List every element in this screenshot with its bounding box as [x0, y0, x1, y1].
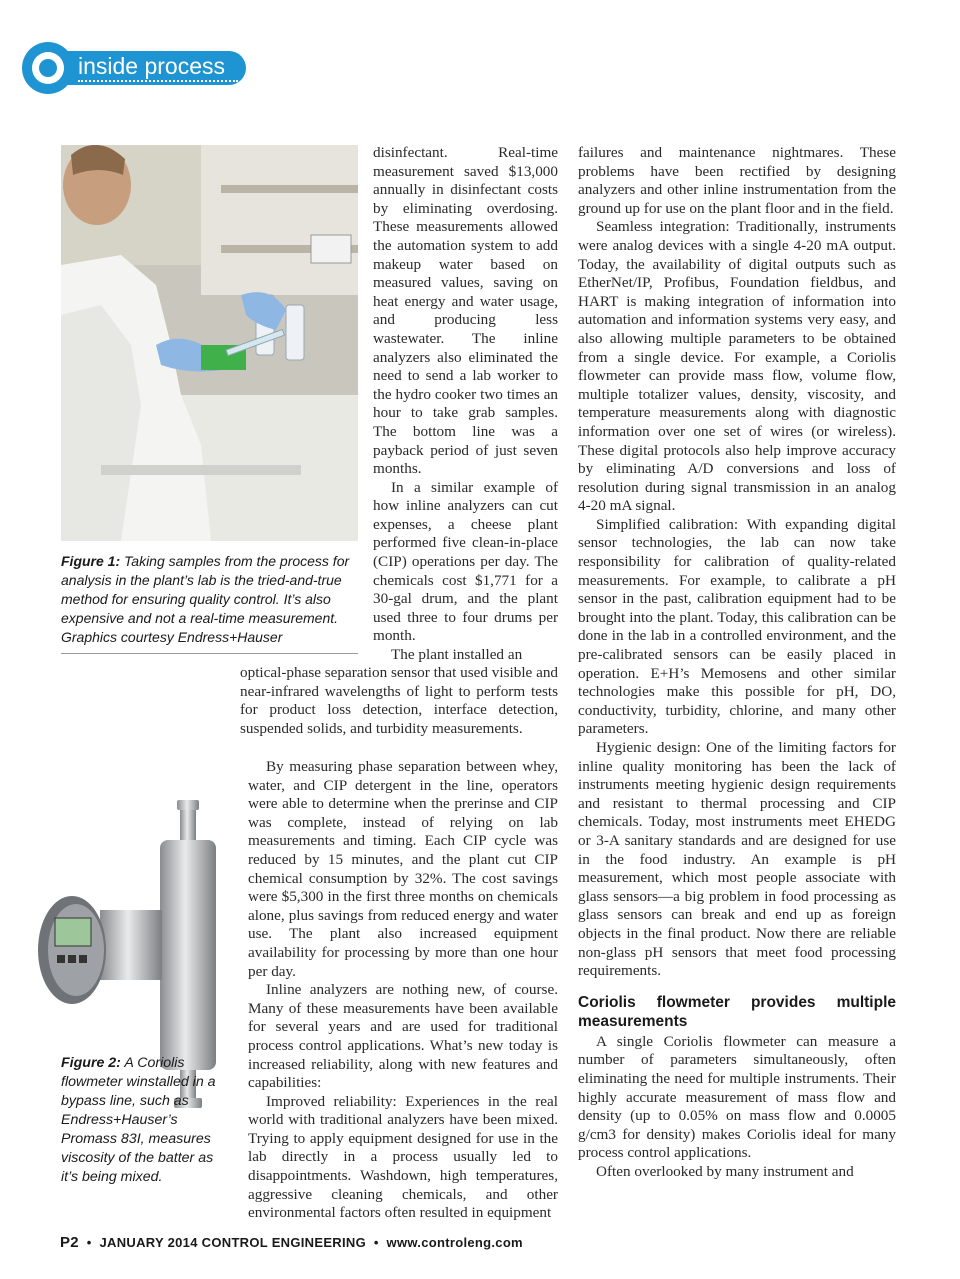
footer-bullet-icon: • [82, 1235, 96, 1250]
paragraph: Inline analyzers are nothing new, of course. Many of these measurements have been available for several years and are used for traditional process control applications. What’s new today is increased reliability, along with new features and capabilities: [248, 981, 558, 1092]
page-footer [60, 1234, 523, 1251]
section-title: inside process [78, 53, 226, 79]
paragraph: Hygienic design: One of the limiting factors for inline quality monitoring has been the lack of instruments meeting hygienic design requirements and resistant to thermal processing and CIP chemicals. Today, most instruments meet EHEDG or 3-A sanitary standards and are designed for use in the food industry. An example is pH measurement, which most people associate with glass sensors—a big problem in food processing as glass sensors can break and end up as foreign objects in the final product. Now there are reliable non-glass pH sensors that meet food processing requirements. [578, 739, 896, 980]
section-subhead: Coriolis flowmeter provides multiple measurements [578, 993, 896, 1030]
article-column-1-lower [248, 758, 558, 1223]
section-header [22, 42, 247, 96]
paragraph: Seamless integration: Traditionally, instruments were analog devices with a single 4-20 mA output. Today, the availability of digital outputs such as EtherNet/IP, Profibus, Foundation fieldbus, and HART is making integration of information into automation and information systems very easy, and also allowing multiple parameters to be obtained from a single device. For example, a Coriolis flowmeter can provide mass flow, volume flow, multiple totalizer values, density, viscosity, and temperature measurements along with diagnostic information over one set of wires (or wireless). These digital protocols also help improve accuracy by eliminating A/D conversions and loss of resolution during signal transmission in an analog 4-20 mA signal. [578, 218, 896, 515]
figure2-caption-text: A Coriolis flowmeter winstalled in a bypass line, such as Endress+Hauser’s Promass 83I, measures viscosity of the batter as it’s being mixed. [61, 1055, 216, 1185]
footer-url[interactable]: www.controleng.com [386, 1235, 523, 1250]
paragraph: A single Coriolis flowmeter can measure a number of parameters simultaneously, often eliminating the need for multiple instruments. Their highly accurate measurement of mass flow and density (up to 0.05% on mass flow and 0.0005 g/cm3 for density) makes Coriolis ideal for many process control applications. [578, 1032, 896, 1162]
paragraph: By measuring phase separation between whey, water, and CIP detergent in the line, operators were able to determine when the prerinse and CIP was complete, instead of relying on lab measurements and timing. Each CIP cycle was reduced by 15 minutes, and the plant cut CIP chemical consumption by 32%. The cost savings were $5,300 in the first three months on chemicals alone, plus savings from reduced energy and water use. The plant also increased equipment availability for processing by more than one hour per day. [248, 758, 558, 980]
footer-issue: JANUARY 2014 CONTROL ENGINEERING [99, 1235, 367, 1250]
paragraph: optical-phase separation sensor that used visible and near-infrared wavelengths of light to perform tests for product loss detection, interface detection, suspended solids, and turbidity measurements. [240, 664, 559, 737]
figure1-label: Figure 1: [61, 553, 121, 569]
process-logo-icon [22, 42, 74, 94]
paragraph: failures and maintenance nightmares. These problems have been rectified by designing analyzers and other inline instrumentation from the ground up for use on the plant floor and in the field. [578, 144, 896, 217]
paragraph: Improved reliability: Experiences in the real world with traditional analyzers have been mixed. Trying to apply equipment designed for use in the lab directly in a process usually led to disappointments. Washdown, high temperatures, aggressive cleaning chemicals, and other environmental factors often resulted in equipment [248, 1092, 558, 1222]
page-number: P2 [60, 1234, 79, 1251]
paragraph: The plant installed an [391, 646, 523, 664]
figure2-caption [61, 1054, 221, 1187]
caption-divider [61, 653, 358, 654]
paragraph: Often overlooked by many instrument and [596, 1162, 854, 1180]
figure1-photo [61, 145, 358, 541]
figure1-caption-text: Taking samples from the process for analysis in the plant’s lab is the tried-and-true method for ensuring quality control. It’s also expensive and not a real-time measurement. Graphics courtesy Endress+Hauser [61, 553, 350, 645]
article-column-1-upper [373, 144, 558, 665]
paragraph: Simplified calibration: With expanding digital sensor technologies, the lab can now take responsibility for calibration of quality-related measurements. For example, to calibrate a pH sensor in the past, calibration equipment had to be brought into the plant. Today, this calibration can be done in the lab in a controlled environment, and the pre-calibrated sensors can be easily placed in operation. E+H’s Memosens and other similar technologies make this possible for pH, DO, conductivity, turbidity, chlorine, and many other parameters. [578, 515, 896, 738]
article-column-1-wide [240, 664, 558, 738]
figure1-caption [61, 552, 358, 647]
paragraph: disinfectant. Real-time measurement saved $13,000 annually in disinfectant costs by eliminating overdosing. These measurements allowed the automation system to add makeup water based on measured values, saving on heat energy and water usage, and producing less wastewater. The inline analyzers also eliminated the need to send a lab worker to the hydro cooker two times an hour to take grab samples. The bottom line was a payback period of just seven months. [373, 144, 558, 478]
figure2-label: Figure 2: [61, 1055, 121, 1071]
footer-bullet-icon: • [369, 1235, 383, 1250]
paragraph: In a similar example of how inline analyzers can cut expenses, a cheese plant performed five clean-in-place (CIP) operations per day. The chemicals cost $1,771 for a 30-gal drum, and the plant used three to four drums per month. [373, 478, 558, 645]
article-column-2 [578, 144, 896, 1181]
